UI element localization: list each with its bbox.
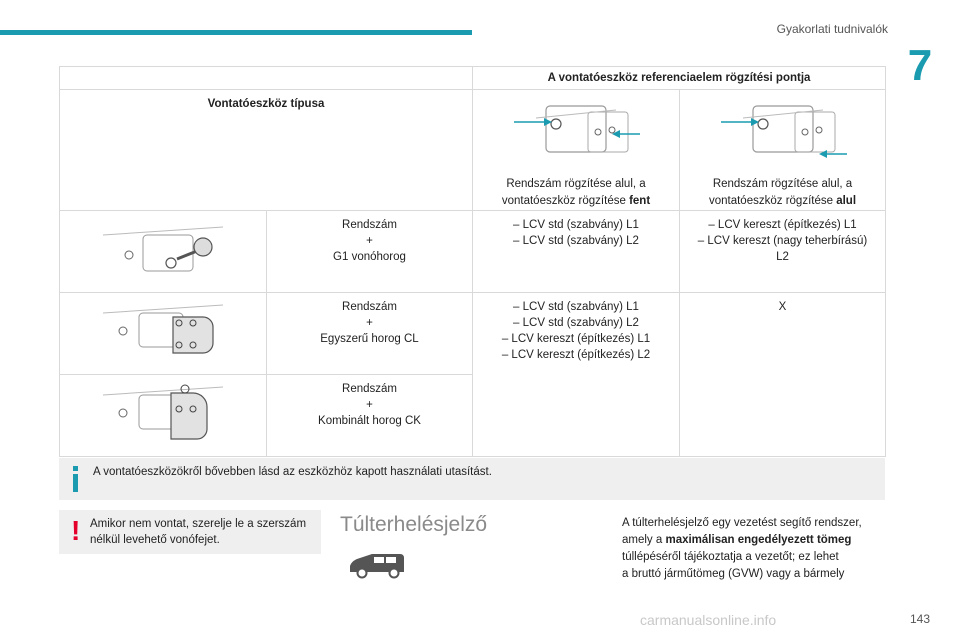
section-heading: Túlterhelésjelző <box>340 513 488 536</box>
row-2-3-col-1 <box>473 293 680 457</box>
body-line-2a: amely a <box>622 534 666 546</box>
row-3-plus: + <box>366 399 373 411</box>
row-2-type <box>267 293 473 375</box>
row-2-name-2: Egyszerű horog CL <box>320 333 419 345</box>
van-icon <box>346 552 406 580</box>
info-note <box>59 458 885 500</box>
ck-hook-image-cell <box>60 375 267 457</box>
row-1-col-1 <box>473 211 680 293</box>
r1c1-line-1: – LCV std (szabvány) L1 <box>513 219 639 231</box>
chapter-number: 7 <box>907 41 933 90</box>
reference-col-1 <box>473 90 680 211</box>
row-1-type <box>267 211 473 293</box>
body-line-3: túllépéséről tájékoztatja a vezetőt; ez lehet <box>622 551 839 563</box>
plate-low-tow-high-illustration <box>506 96 646 168</box>
col1-caption-line-2: vontatóeszköz rögzítése <box>501 195 630 207</box>
reference-col-2 <box>680 90 886 211</box>
col2-caption-line-2: vontatóeszköz rögzítése <box>708 195 837 207</box>
row-1-name-2: G1 vonóhorog <box>333 251 406 263</box>
info-icon <box>73 466 78 492</box>
watermark-text: carmanualsonline.info <box>640 612 777 628</box>
warning-note <box>59 510 321 554</box>
col1-caption-bold: fent <box>629 195 651 207</box>
g1-ball-hook-illustration <box>93 219 233 283</box>
col2-caption-line-1: Rendszám rögzítése alul, a <box>712 178 853 190</box>
r2c1-line-2: – LCV std (szabvány) L2 <box>513 317 639 329</box>
body-paragraph <box>622 515 892 583</box>
body-line-2-bold: maximálisan engedélyezett tömeg <box>665 534 852 546</box>
cl-hook-illustration <box>93 299 233 367</box>
row-header-cell <box>60 90 473 211</box>
r1c2-line-3: L2 <box>776 251 789 263</box>
warning-note-text: Amikor nem vontat, szerelje le a szerszám nélkül levehető vonófejet. <box>90 518 307 546</box>
table-top-header: A vontatóeszköz referenciaelem rögzítési pontja <box>473 67 886 90</box>
body-line-1: A túlterhelésjelző egy vezetést segítő rendszer, <box>622 517 862 529</box>
row-header: Vontatóeszköz típusa <box>207 98 325 110</box>
row-3-name-2: Kombinált horog CK <box>318 415 421 427</box>
info-note-text: A vontatóeszközökről bővebben lásd az eszközhöz kapott használati utasítást. <box>93 466 492 478</box>
plate-low-tow-low-illustration <box>713 96 853 168</box>
row-3-type <box>267 375 473 457</box>
r2c2-value: X <box>778 301 787 313</box>
towing-reference-table <box>59 66 886 457</box>
warning-icon: ! <box>71 515 81 546</box>
r1c2-line-2: – LCV kereszt (nagy teherbírású) <box>697 235 868 247</box>
r2c1-line-4: – LCV kereszt (építkezés) L2 <box>501 349 651 361</box>
section-title: Gyakorlati tudnivalók <box>776 22 888 36</box>
r2c1-line-1: – LCV std (szabvány) L1 <box>513 301 639 313</box>
row-1-plus: + <box>366 235 373 247</box>
page-number: 143 <box>909 612 930 626</box>
row-2-plus: + <box>366 317 373 329</box>
top-accent-bar <box>0 30 472 35</box>
r2c1-line-3: – LCV kereszt (építkezés) L1 <box>501 333 651 345</box>
ck-hook-illustration <box>93 381 233 449</box>
r1c1-line-2: – LCV std (szabvány) L2 <box>513 235 639 247</box>
body-line-4: a bruttó járműtömeg (GVW) vagy a bármely <box>622 568 845 580</box>
col2-caption-bold: alul <box>836 195 857 207</box>
row-3-name-1: Rendszám <box>342 383 397 395</box>
table-corner-cell <box>60 67 473 90</box>
col1-caption-line-1: Rendszám rögzítése alul, a <box>506 178 646 190</box>
row-1-col-2 <box>680 211 886 293</box>
row-2-name-1: Rendszám <box>342 301 397 313</box>
r1c2-line-1: – LCV kereszt (építkezés) L1 <box>708 219 857 231</box>
g1-hook-image-cell <box>60 211 267 293</box>
cl-hook-image-cell <box>60 293 267 375</box>
row-1-name-1: Rendszám <box>342 219 397 231</box>
row-2-3-col-2 <box>680 293 886 457</box>
